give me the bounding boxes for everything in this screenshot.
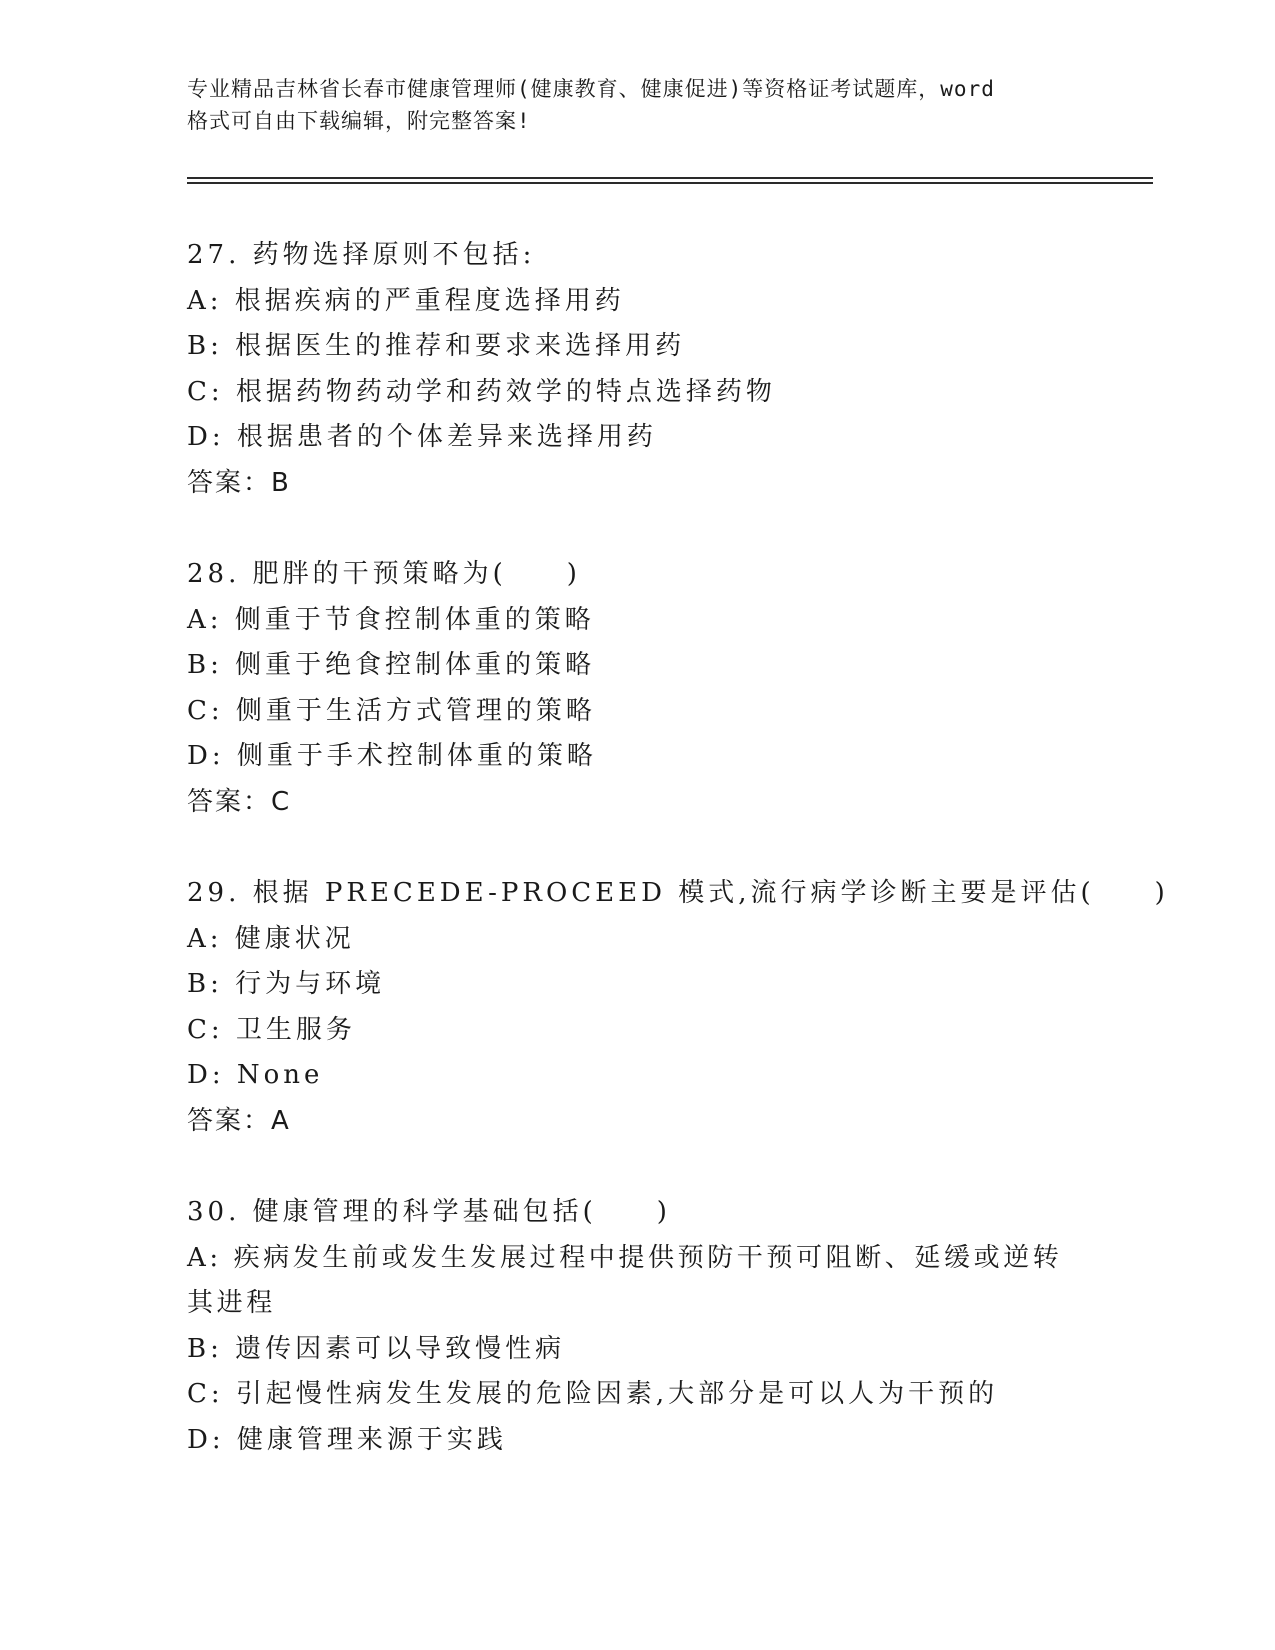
question-28: [187, 552, 1087, 825]
header-divider-top: [187, 177, 1153, 179]
question-stem: 30. 健康管理的科学基础包括( ): [187, 1197, 671, 1227]
option-c: C: 根据药物药动学和药效学的特点选择药物: [187, 376, 776, 407]
header-divider-bottom: [187, 182, 1153, 184]
header-line-2: 格式可自由下载编辑，附完整答案!: [187, 109, 531, 133]
option-d: D: 健康管理来源于实践: [187, 1424, 507, 1455]
answer: 答案：C: [187, 786, 292, 817]
question-stem: 28. 肥胖的干预策略为( ): [187, 559, 581, 589]
option-b: B: 遗传因素可以导致慢性病: [187, 1333, 566, 1364]
option-c: C: 卫生服务: [187, 1014, 356, 1045]
option-a: A: 根据疾病的严重程度选择用药: [187, 285, 625, 316]
option-b: B: 行为与环境: [187, 969, 386, 999]
option-d: D: 根据患者的个体差异来选择用药: [187, 422, 657, 452]
option-b: B: 根据医生的推荐和要求来选择用药: [187, 331, 686, 361]
question-29: [187, 871, 1169, 1144]
option-a: A: 健康状况: [187, 923, 355, 954]
header-line-1: 专业精品吉林省长春市健康管理师(健康教育、健康促进)等资格证考试题库，word: [187, 77, 995, 101]
option-c: C: 侧重于生活方式管理的策略: [187, 695, 596, 726]
option-d: D: None: [187, 1060, 324, 1090]
question-stem: 27. 药物选择原则不包括:: [187, 240, 536, 270]
question-30: [187, 1190, 1087, 1463]
option-a: A: 疾病发生前或发生发展过程中提供预防干预可阻断、延缓或逆转其进程: [187, 1242, 1063, 1318]
option-c: C: 引起慢性病发生发展的危险因素,大部分是可以人为干预的: [187, 1379, 999, 1409]
answer: 答案：B: [187, 467, 291, 498]
question-27: [187, 233, 1087, 506]
option-d: D: 侧重于手术控制体重的策略: [187, 741, 597, 771]
option-b: B: 侧重于绝食控制体重的策略: [187, 650, 596, 680]
document-header: [187, 73, 1087, 137]
question-stem: 29. 根据 PRECEDE-PROCEED 模式,流行病学诊断主要是评估( ): [187, 878, 1169, 908]
option-a: A: 侧重于节食控制体重的策略: [187, 604, 595, 635]
answer: 答案：A: [187, 1105, 291, 1136]
